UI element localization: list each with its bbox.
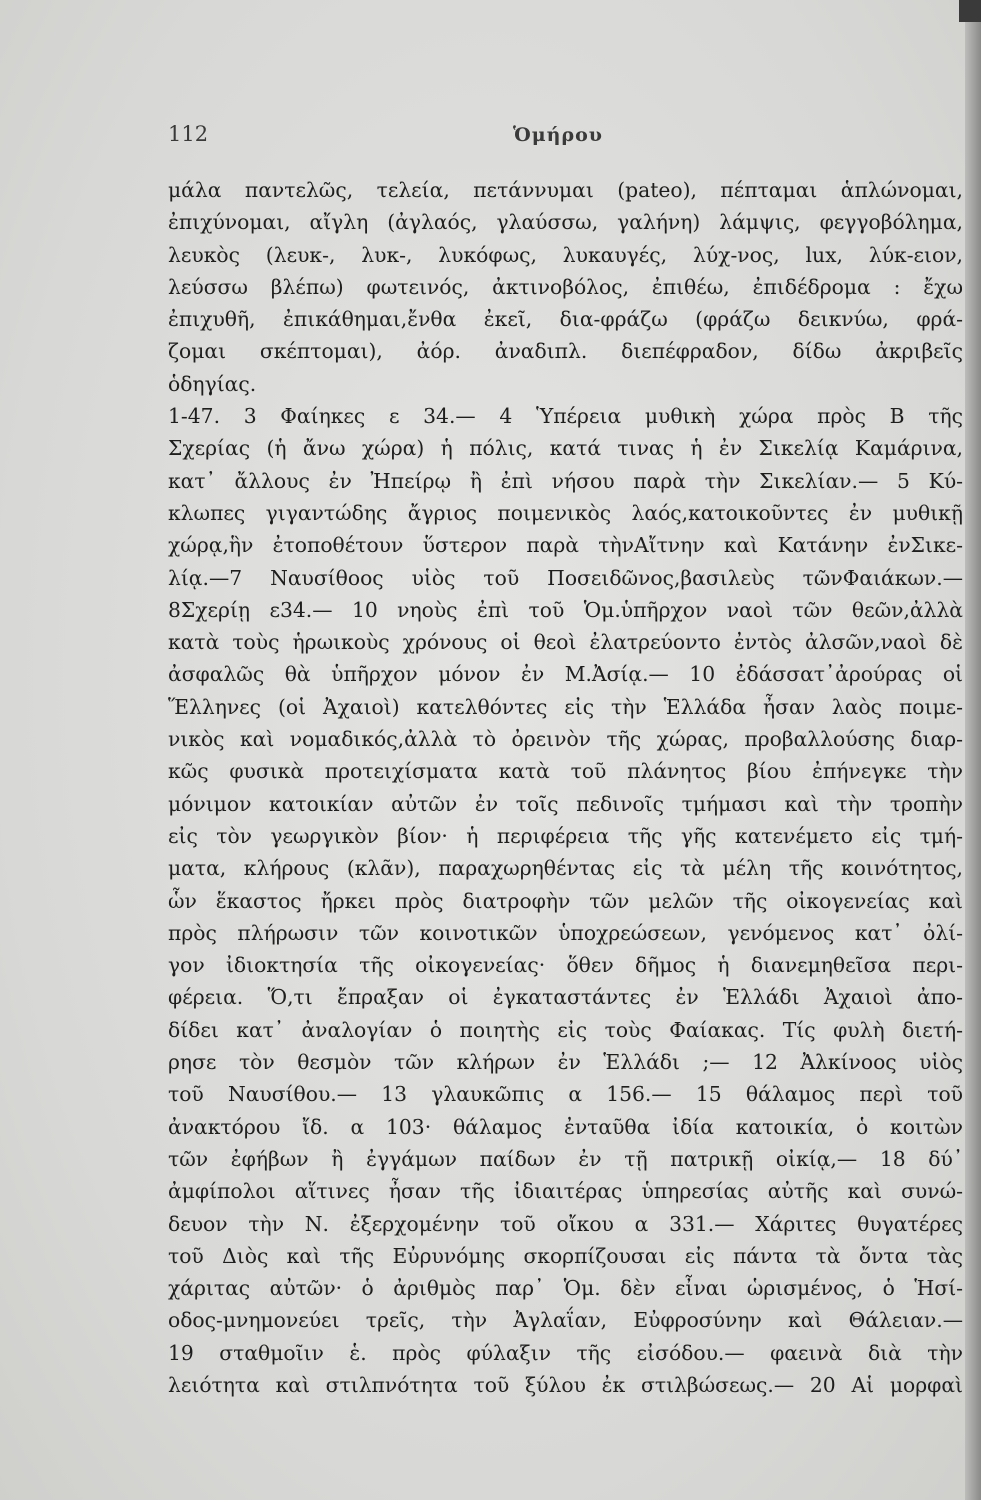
text-line: ἐπιχύνομαι, αἴγλη (ἀγλαός, γλαύσσω, γαλήνη) λάμψις, φεγγοβόλημα, [168, 210, 963, 235]
text-line: ἀμφίπολοι αἵτινες ἦσαν τῆς ἰδιαιτέρας ὑπηρεσίας αὐτῆς καὶ συνώ- [168, 1179, 963, 1204]
page-edge-shadow [965, 0, 981, 1500]
text-line: κῶς φυσικὰ προτειχίσματα κατὰ τοῦ πλάνητος βίου ἐπήνεγκε τὴν [168, 759, 963, 784]
page-header [168, 122, 968, 152]
text-line: τοῦ Ναυσίθου.— 13 γλαυκῶπις α 156.— 15 θάλαμος περὶ τοῦ [168, 1082, 963, 1107]
text-line: γον ἰδιοκτησία τῆς οἰκογενείας· ὅθεν δῆμος ἡ διανεμηθεῖσα περι- [168, 953, 963, 978]
corner-mark [959, 0, 981, 22]
text-line: 19 σταθμοῖιν ἑ. πρὸς φύλαξιν τῆς εἰσόδου.— φαεινὰ διὰ τὴν [168, 1340, 963, 1365]
text-line: ζομαι σκέπτομαι), ἀόρ. ἀναδιπλ. διεπέφραδον, δίδω ἀκριβεῖς [168, 339, 963, 364]
text-line: ρησε τὸν θεσμὸν τῶν κλήρων ἐν Ἑλλάδι ;— 12 Ἀλκίνοος υἱὸς [168, 1050, 963, 1075]
text-line: χώρᾳ,ἣν ἐτοποθέτουν ὕστερον παρὰ τὴνΑἴτνην καὶ Κατάνην ἐνΣικε- [168, 533, 963, 558]
text-line: ἀσφαλῶς θὰ ὑπῆρχον μόνον ἐν Μ.Ἀσίᾳ.— 10 ἐδάσσατ᾽ἀρούρας οἱ [168, 662, 963, 687]
text-line: ἀνακτόρου ἴδ. α 103· θάλαμος ἐνταῦθα ἰδία κατοικία, ὁ κοιτὼν [168, 1114, 963, 1139]
text-line: φέρεια. Ὅ,τι ἔπραξαν οἱ ἐγκαταστάντες ἐν Ἑλλάδι Ἀχαιοὶ ἀπο- [168, 985, 963, 1010]
text-line: λίᾳ.—7 Ναυσίθοος υἱὸς τοῦ Ποσειδῶνος,βασιλεὺς τῶνΦαιάκων.— [168, 565, 963, 590]
text-line: Σχερίας (ἡ ἄνω χώρα) ἡ πόλις, κατά τινας ἡ ἐν Σικελίᾳ Καμάρινα, [168, 436, 963, 461]
text-line: λεύσσω βλέπω) φωτεινός, ἀκτινοβόλος, ἐπιθέω, ἐπιδέδρομα : ἔχω [168, 274, 963, 299]
text-line: ὁδηγίας. [168, 371, 257, 396]
commentary-text [168, 174, 963, 1401]
running-title: Ὁμήρου [513, 124, 603, 146]
text-line: μάλα παντελῶς, τελεία, πετάννυμαι (pateo), πέπταμαι ἁπλώνομαι, [168, 178, 963, 202]
text-line: οδος-μνημονεύει τρεῖς, τὴν Ἀγλαΐαν, Εὐφροσύνην καὶ Θάλειαν.— [168, 1308, 963, 1333]
text-line: λειότητα καὶ στιλπνότητα τοῦ ξύλου ἐκ στιλβώσεως.— 20 Αἱ μορφαὶ [168, 1372, 963, 1397]
text-line: εἰς τὸν γεωργικὸν βίον· ἡ περιφέρεια τῆς γῆς κατενέμετο εἰς τμή- [168, 823, 963, 848]
text-line: κατὰ τοὺς ἡρωικοὺς χρόνους οἱ θεοὶ ἐλατρεύοντο ἐντὸς ἀλσῶν,ναοὶ δὲ [168, 630, 963, 655]
text-line: 8Σχερίῃ ε34.— 10 νηοὺς ἐπὶ τοῦ Ὁμ.ὑπῆρχον ναοὶ τῶν θεῶν,ἀλλὰ [168, 597, 963, 622]
text-line: κατ᾽ ἄλλους ἐν Ἠπείρῳ ἢ ἐπὶ νήσου παρὰ τὴν Σικελίαν.— 5 Κύ- [168, 468, 963, 493]
text-line: τῶν ἐφήβων ἢ ἐγγάμων παίδων ἐν τῇ πατρικῇ οἰκίᾳ,— 18 δύ᾽ [168, 1146, 963, 1171]
text-line: λευκὸς (λευκ-, λυκ-, λυκόφως, λυκαυγές, λύχ-νος, lux, λύκ-ειον, [168, 242, 963, 267]
text-line: νικὸς καὶ νομαδικός,ἀλλὰ τὸ ὀρεινὸν τῆς χώρας, προβαλλούσης διαρ- [168, 727, 963, 752]
text-line: δίδει κατ᾽ ἀναλογίαν ὁ ποιητὴς εἰς τοὺς Φαίακας. Τίς φυλὴ διετή- [168, 1017, 963, 1042]
text-line: ματα, κλήρους (κλᾶν), παραχωρηθέντας εἰς τὰ μέλη τῆς κοινότητος, [168, 856, 963, 881]
text-line: 1-47. 3 Φαίηκες ε 34.— 4 Ὑπέρεια μυθικὴ χώρα πρὸς Β τῆς [168, 404, 963, 429]
text-line: χάριτας αὐτῶν· ὁ ἀριθμὸς παρ᾽ Ὁμ. δὲν εἶναι ὡρισμένος, ὁ Ἡσί- [168, 1276, 963, 1301]
text-line: πρὸς πλήρωσιν τῶν κοινοτικῶν ὑποχρεώσεων, γενόμενος κατ᾽ ὀλί- [168, 920, 963, 945]
page-number: 112 [168, 122, 209, 146]
text-line: ὧν ἕκαστος ἤρκει πρὸς διατροφὴν τῶν μελῶν τῆς οἰκογενείας καὶ [168, 888, 963, 913]
text-line: μόνιμον κατοικίαν αὐτῶν ἐν τοῖς πεδινοῖς τμήμασι καὶ τὴν τροπὴν [168, 791, 963, 816]
text-line: ἐπιχυθῆ, ἐπικάθημαι,ἔνθα ἐκεῖ, δια-φράζω (φράζω δεικνύω, φρά- [168, 307, 963, 332]
text-line: δευον τὴν Ν. ἐξερχομένην τοῦ οἴκου α 331.— Χάριτες θυγατέρες [168, 1211, 963, 1236]
text-line: τοῦ Διὸς καὶ τῆς Εὐρυνόμης σκορπίζουσαι εἰς πάντα τὰ ὄντα τὰς [168, 1243, 963, 1268]
text-line: κλωπες γιγαντώδης ἄγριος ποιμενικὸς λαός,κατοικοῦντες ἐν μυθικῇ [168, 500, 963, 525]
text-line: Ἕλληνες (οἱ Ἀχαιοὶ) κατελθόντες εἰς τὴν Ἑλλάδα ἦσαν λαὸς ποιμε- [168, 694, 963, 719]
